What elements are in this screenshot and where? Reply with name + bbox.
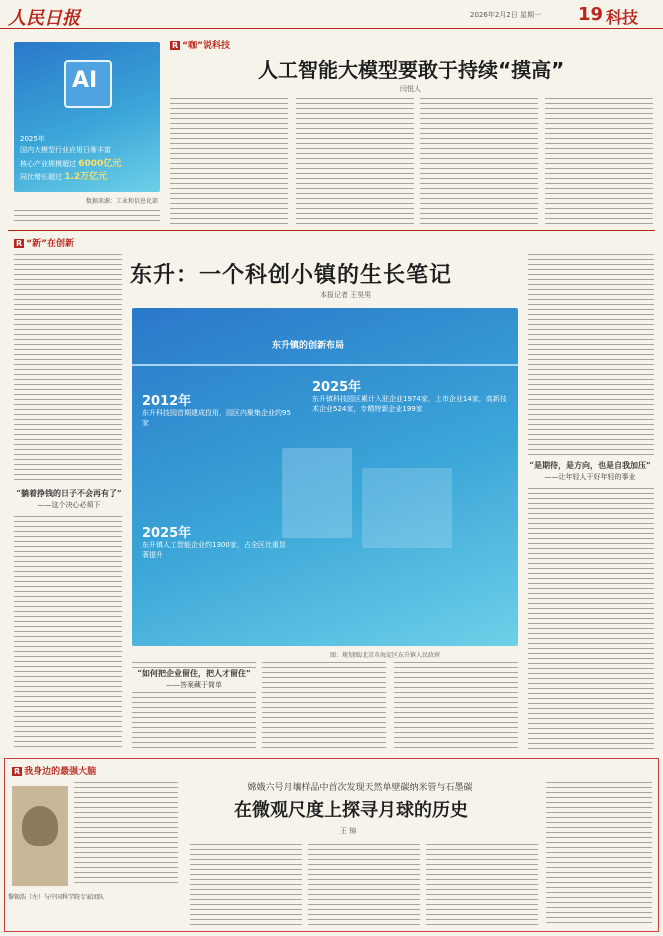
- middle-body-col-1b: [14, 514, 122, 750]
- masthead: [0, 0, 663, 29]
- newspaper-logo: 人民日报: [8, 8, 80, 29]
- timeline-bar: [132, 364, 518, 366]
- ai-graphic: [14, 42, 160, 192]
- infographic-caption: 图：规划图/北京市海淀区东升镇人民政府: [330, 652, 441, 659]
- bottom-headline: 在微观尺度上探寻月球的历史: [234, 800, 468, 821]
- top-headline: 人工智能大模型要敢于持续“摸高”: [258, 58, 565, 82]
- bottom-kicker: 嫦娥六号月壤样品中首次发现天然单壁碳纳米管与石墨碳: [247, 783, 473, 793]
- middle-headline: 东升：一个科创小镇的生长笔记: [130, 263, 453, 288]
- section-name: 科技: [606, 8, 639, 27]
- pull-quote-1: “躺着挣钱的日子不会再有了”: [16, 488, 122, 498]
- dateline: 2026年2月2日 星期一: [470, 11, 541, 19]
- year-2025-a-text: 东升镇科技园区累计入驻企业1974家，上市企业14家，高新技术企业524家，专精特新企业199家: [312, 395, 507, 413]
- divider-top: [8, 230, 655, 231]
- top-body-col-1: [170, 96, 288, 224]
- top-body-col-3: [420, 96, 538, 224]
- ai-caption-line2: 核心产业规模超过 6000亿元: [20, 159, 122, 169]
- pull-quote-1-sub: ——这个决心必须下: [37, 501, 101, 509]
- tag-icon: R: [172, 41, 179, 50]
- middle-body-col-4b: [528, 486, 654, 750]
- middle-body-col-4a: [528, 252, 654, 456]
- column-tag-bottom: R 我身边的最强大脑: [14, 767, 97, 777]
- bottom-author: 王 锦: [340, 827, 357, 835]
- moon-rock-sample: [22, 806, 58, 846]
- pull-quote-2-sub: ——让年轻人干好年轻的事业: [544, 473, 636, 481]
- ai-caption-line3: 同比增长超过 1.2万亿元: [20, 172, 108, 182]
- column-tag-top: R “咖”说科技: [172, 41, 231, 51]
- building-illustration: [282, 448, 352, 538]
- column-tag-middle: R “新”在创新: [16, 239, 75, 249]
- building-illustration: [362, 468, 452, 548]
- top-body-col-2: [296, 96, 414, 224]
- bottom-body-col-5: [546, 780, 652, 926]
- photo-caption: 黎锡浩（左）与中国科学院专家团队: [8, 894, 105, 901]
- tag-icon: R: [16, 239, 23, 248]
- middle-body-col-3: [394, 660, 518, 750]
- top-body-col-4: [545, 96, 653, 224]
- bottom-body-col-4: [426, 842, 538, 926]
- middle-body-col-1a: [14, 252, 122, 484]
- tag-icon: R: [14, 767, 21, 776]
- infographic-title: 东升镇的创新布局: [272, 341, 345, 351]
- person-photo: [12, 786, 68, 886]
- year-2025-a: 2025年: [312, 380, 362, 395]
- year-2025-b-text: 东升镇人工智能企业约1300家，占全区比重显著提升: [142, 541, 286, 559]
- dongsheng-infographic: [132, 308, 518, 646]
- year-2012: 2012年: [142, 394, 192, 409]
- middle-body-col-2b: [262, 660, 386, 750]
- pull-quote-2: “是期待，是方向，也是自我加压”: [529, 460, 651, 470]
- bottom-body-col-1: [74, 780, 178, 884]
- ai-caption-year: 2025年: [20, 135, 45, 143]
- ai-caption-line1: 国内大模型行业应用日渐丰富: [20, 146, 111, 154]
- ai-graphic-credit: 数据来源：工业和信息化部: [86, 198, 159, 205]
- top-body-col-0: [14, 208, 160, 224]
- ai-label: AI: [72, 68, 98, 93]
- bottom-body-col-3: [308, 842, 420, 926]
- pull-quote-3: “如何把企业留住，把人才留住”: [132, 668, 256, 679]
- year-2012-text: 东升科技园首期建成投用，园区内聚集企业约95家: [142, 409, 291, 427]
- bottom-body-col-2: [190, 842, 302, 926]
- year-2025-b: 2025年: [142, 526, 192, 541]
- page-number: 19: [578, 4, 604, 25]
- top-author: 闫悦人: [400, 85, 421, 93]
- pull-quote-3-sub: ——答案藏于简单: [132, 680, 256, 690]
- middle-byline: 本报记者 王昊男: [320, 291, 372, 299]
